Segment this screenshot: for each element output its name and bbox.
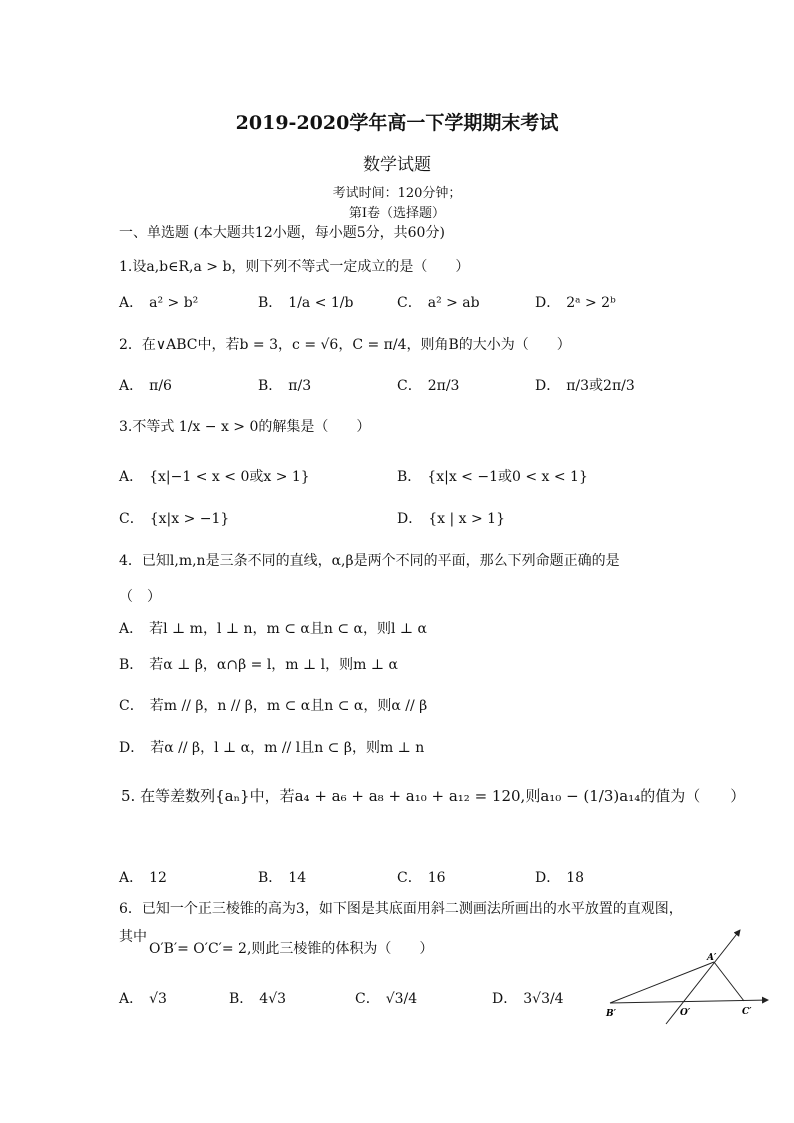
label-o: O′ — [680, 1008, 691, 1018]
option-value: √3/4 — [385, 991, 418, 1007]
label-b: B′ — [606, 1009, 616, 1019]
option-key: D． — [397, 511, 423, 527]
label-a: A′ — [707, 953, 717, 963]
question-3-stem: 3.不等式 1/x − x > 0的解集是（ ） — [119, 419, 371, 435]
option-value: 若α ⊥ β，α∩β = l，m ⊥ l，则m ⊥ α — [149, 657, 398, 673]
option-value: 18 — [566, 870, 585, 886]
option-value: π/3或2π/3 — [566, 378, 635, 394]
option-key: A． — [119, 621, 144, 637]
option-value: {x | x > 1} — [428, 511, 505, 527]
question-2-stem: 2．在∨ABC中，若b = 3，c = √6，C = π/4，则角B的大小为（ ） — [119, 337, 571, 353]
label-c: C′ — [742, 1007, 752, 1017]
option-value: 12 — [149, 870, 167, 886]
question-4-option-a — [119, 618, 427, 638]
option-value: 2ᵃ > 2ᵇ — [566, 295, 616, 311]
option-key: B． — [397, 469, 422, 485]
option-value: π/3 — [288, 378, 312, 394]
option-value: 14 — [288, 870, 307, 886]
option-value: 若α // β，l ⊥ α，m // l且n ⊂ β，则m ⊥ n — [150, 740, 425, 756]
question-3-option-d — [397, 508, 505, 528]
question-2-option-c — [397, 375, 459, 395]
question-5-stem: 5. 在等差数列{aₙ}中，若a₄ + a₆ + a₈ + a₁₀ + a₁₂ = 120,则a₁₀ − (1/3)a₁₄的值为（ ） — [121, 787, 746, 805]
option-key: B． — [258, 378, 283, 394]
option-value: a² > b² — [149, 295, 199, 311]
question-2-option-d — [535, 375, 635, 395]
exam-title: 2019-2020学年高一下学期期末考试 — [235, 112, 559, 134]
option-key: C． — [355, 991, 380, 1007]
question-5-option-b — [258, 867, 306, 887]
option-key: D． — [535, 870, 561, 886]
exam-time: 考试时间：120分钟； — [332, 186, 462, 201]
question-2-option-b — [258, 375, 311, 395]
question-5-option-d — [535, 867, 584, 887]
question-4-option-b — [119, 654, 398, 674]
option-key: B． — [258, 295, 283, 311]
question-6-option-b — [229, 988, 286, 1008]
option-key: A． — [119, 295, 144, 311]
question-4-option-d — [119, 737, 424, 757]
option-value: 1/a < 1/b — [288, 295, 354, 311]
option-key: C． — [119, 698, 144, 714]
option-key: A． — [119, 991, 144, 1007]
question-3-option-b — [397, 466, 588, 486]
option-value: 3√3/4 — [523, 991, 564, 1007]
question-3-option-c — [119, 508, 229, 528]
option-key: A． — [119, 870, 144, 886]
question-1-option-a — [119, 292, 198, 312]
question-4-stem: 4．已知l,m,n是三条不同的直线，α,β是两个不同的平面，那么下列命题正确的是 — [119, 553, 620, 569]
question-6-option-c — [355, 988, 417, 1008]
question-3-option-a — [119, 466, 310, 486]
option-value: 16 — [427, 870, 446, 886]
exam-volume: 第I卷（选择题） — [348, 206, 446, 221]
question-6-option-d — [492, 988, 564, 1008]
section-heading: 一、单选题 (本大题共12小题，每小题5分，共60分) — [119, 225, 445, 241]
option-value: {x|−1 < x < 0或x > 1} — [149, 469, 310, 485]
question-6-stem: 6．已知一个正三棱锥的高为3，如下图是其底面用斜二测画法所画出的水平放置的直观图， — [119, 901, 683, 917]
question-1-option-b — [258, 292, 353, 312]
question-1-option-d — [535, 292, 616, 312]
question-4-option-c — [119, 695, 427, 715]
option-key: B． — [229, 991, 254, 1007]
option-value: 4√3 — [259, 991, 287, 1007]
option-key: D． — [535, 295, 561, 311]
option-key: B． — [258, 870, 283, 886]
option-value: a² > ab — [427, 295, 480, 311]
oblique-triangle-figure — [596, 920, 776, 1030]
question-5-option-c — [397, 867, 446, 887]
question-1-option-c — [397, 292, 480, 312]
question-4-stem-continued: （ ） — [119, 589, 161, 605]
option-key: C． — [397, 295, 422, 311]
option-value: {x|x < −1或0 < x < 1} — [427, 469, 588, 485]
option-value: 若m // β，n // β，m ⊂ α且n ⊂ α，则α // β — [149, 698, 428, 714]
option-key: B． — [119, 657, 144, 673]
exam-subject: 数学试题 — [363, 155, 431, 175]
option-value: √3 — [149, 991, 167, 1007]
option-value: 若l ⊥ m，l ⊥ n，m ⊂ α且n ⊂ α，则l ⊥ α — [149, 621, 427, 637]
option-key: C． — [397, 378, 422, 394]
x-axis-line — [610, 1000, 768, 1003]
option-key: D． — [119, 740, 145, 756]
segment-ac — [714, 962, 744, 1001]
question-2-option-a — [119, 375, 172, 395]
question-1-stem: 1.设a,b∈R,a > b，则下列不等式一定成立的是（ ） — [119, 259, 470, 275]
question-6-stem-condition: O′B′= O′C′= 2,则此三棱锥的体积为（ ） — [149, 941, 434, 957]
question-6-option-a — [119, 988, 167, 1008]
option-key: C． — [397, 870, 422, 886]
option-value: 2π/3 — [427, 378, 460, 394]
option-key: D． — [492, 991, 518, 1007]
question-6-stem-continued: 其中 — [119, 929, 147, 945]
option-key: A． — [119, 378, 144, 394]
question-5-option-a — [119, 867, 167, 887]
option-value: π/6 — [149, 378, 172, 394]
option-key: A． — [119, 469, 144, 485]
option-value: {x|x > −1} — [149, 511, 230, 527]
option-key: D． — [535, 378, 561, 394]
option-key: C． — [119, 511, 144, 527]
